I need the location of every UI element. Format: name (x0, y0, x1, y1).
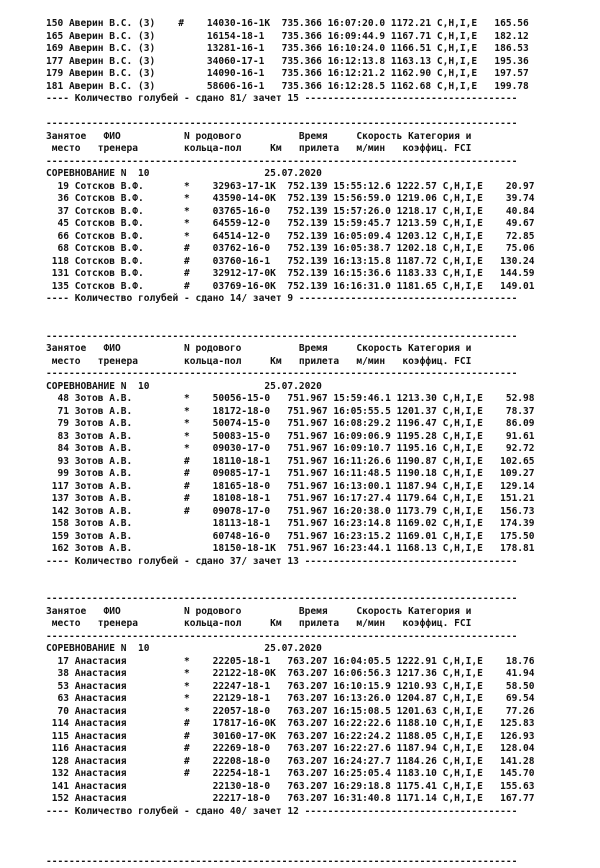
document-line: ---- Количество голубей - сдано 14/ зачет 9 -------------------------------------- (46, 293, 588, 306)
document-line: 165 Аверин В.С. (3) 16154-18-1 735.366 16:09:44.9 1167.71 C,H,I,E 182.12 (46, 31, 588, 44)
document-line: 135 Сотсков В.Ф. # 03769-16-0К 752.139 16:16:31.0 1181.65 C,H,I,E 149.01 (46, 281, 588, 294)
document-line: 142 Зотов А.В. # 09078-17-0 751.967 16:20:38.0 1173.79 C,H,I,E 156.73 (46, 506, 588, 519)
document-line: ---- Количество голубей - сдано 40/ зачет 12 ------------------------------------- (46, 806, 588, 819)
document-line: Занятое ФИО N родового Время Скорость Категория и (46, 343, 588, 356)
document-line: 179 Аверин В.С. (3) 14090-16-1 735.366 16:12:21.2 1162.90 C,H,I,E 197.57 (46, 68, 588, 81)
document-line (46, 106, 588, 119)
document-line: 99 Зотов А.В. # 09085-17-1 751.967 16:11:48.5 1190.18 C,H,I,E 109.27 (46, 468, 588, 481)
document-line: ---- Количество голубей - сдано 81/ зачет 15 ------------------------------------- (46, 93, 588, 106)
document-line: 83 Зотов А.В. * 50083-15-0 751.967 16:09:06.9 1195.28 C,H,I,E 91.61 (46, 431, 588, 444)
document-line: 181 Аверин В.С. (3) 58606-16-1 735.366 16:12:28.5 1162.68 C,H,I,E 199.78 (46, 81, 588, 94)
document-line: 117 Зотов А.В. # 18165-18-0 751.967 16:13:00.1 1187.94 C,H,I,E 129.14 (46, 481, 588, 494)
document-line: 79 Зотов А.В. * 50074-15-0 751.967 16:08:29.2 1196.47 C,H,I,E 86.09 (46, 418, 588, 431)
document-line: 63 Анастасия * 22129-18-1 763.207 16:13:26.0 1204.87 C,H,I,E 69.54 (46, 693, 588, 706)
document-line (46, 318, 588, 331)
document-line: 19 Сотсков В.Ф. * 32963-17-1К 752.139 15:55:12.6 1222.57 C,H,I,E 20.97 (46, 181, 588, 194)
document-line: 53 Анастасия * 22247-18-1 763.207 16:10:15.9 1210.93 C,H,I,E 58.50 (46, 681, 588, 694)
document-line: 48 Зотов А.В. * 50056-15-0 751.967 15:59:46.1 1213.30 C,H,I,E 52.98 (46, 393, 588, 406)
document-line: 38 Анастасия * 22122-18-0К 763.207 16:06:56.3 1217.36 C,H,I,E 41.94 (46, 668, 588, 681)
document-line: ---------------------------------------------------------------------------------- (46, 856, 588, 868)
document-line: ---------------------------------------------------------------------------------- (46, 631, 588, 644)
document-line: 68 Сотсков В.Ф. # 03762-16-0 752.139 16:05:38.7 1202.18 C,H,I,E 75.06 (46, 243, 588, 256)
document-line: СОРЕВНОВАНИЕ N 10 25.07.2020 (46, 643, 588, 656)
document-line: Занятое ФИО N родового Время Скорость Категория и (46, 131, 588, 144)
document-line: 132 Анастасия # 22254-18-1 763.207 16:25:05.4 1183.10 C,H,I,E 145.70 (46, 768, 588, 781)
document-line: 70 Анастасия * 22057-18-0 763.207 16:15:08.5 1201.63 C,H,I,E 77.26 (46, 706, 588, 719)
document-line: ---------------------------------------------------------------------------------- (46, 368, 588, 381)
document-line: 159 Зотов А.В. 60748-16-0 751.967 16:23:15.2 1169.01 C,H,I,E 175.50 (46, 531, 588, 544)
document-line: ---------------------------------------------------------------------------------- (46, 331, 588, 344)
document-line: 152 Анастасия 22217-18-0 763.207 16:31:40.8 1171.14 C,H,I,E 167.77 (46, 793, 588, 806)
document-line: место тренера кольца-пол Км прилета м/мин коэффиц. FCI (46, 356, 588, 369)
document-line: ---------------------------------------------------------------------------------- (46, 593, 588, 606)
document-line: 116 Анастасия # 22269-18-0 763.207 16:22:27.6 1187.94 C,H,I,E 128.04 (46, 743, 588, 756)
document-line (46, 818, 588, 831)
document-line: 66 Сотсков В.Ф. * 64514-12-0 752.139 16:05:09.4 1203.12 C,H,I,E 72.85 (46, 231, 588, 244)
document-line: СОРЕВНОВАНИЕ N 10 25.07.2020 (46, 381, 588, 394)
document-line: 131 Сотсков В.Ф. # 32912-17-0К 752.139 16:15:36.6 1183.33 C,H,I,E 144.59 (46, 268, 588, 281)
document-line (46, 568, 588, 581)
document-line: 36 Сотсков В.Ф. * 43590-14-0К 752.139 15:56:59.0 1219.06 C,H,I,E 39.74 (46, 193, 588, 206)
document-line: 115 Анастасия # 30160-17-0К 763.207 16:22:24.2 1188.05 C,H,I,E 126.93 (46, 731, 588, 744)
document-line: 141 Анастасия 22130-18-0 763.207 16:29:18.8 1175.41 C,H,I,E 155.63 (46, 781, 588, 794)
document-line: место тренера кольца-пол Км прилета м/мин коэффиц. FCI (46, 143, 588, 156)
document-line: 37 Сотсков В.Ф. * 03765-16-0 752.139 15:57:26.0 1218.17 C,H,I,E 40.84 (46, 206, 588, 219)
document-line: ---------------------------------------------------------------------------------- (46, 118, 588, 131)
document-line: СОРЕВНОВАНИЕ N 10 25.07.2020 (46, 168, 588, 181)
document-line: 93 Зотов А.В. # 18110-18-1 751.967 16:11:26.6 1190.87 C,H,I,E 102.65 (46, 456, 588, 469)
document-line: 71 Зотов А.В. * 18172-18-0 751.967 16:05:55.5 1201.37 C,H,I,E 78.37 (46, 406, 588, 419)
document-line: 45 Сотсков В.Ф. * 64559-12-0 752.139 15:59:45.7 1213.59 C,H,I,E 49.67 (46, 218, 588, 231)
document-line: 84 Зотов А.В. * 09030-17-0 751.967 16:09:10.7 1195.16 C,H,I,E 92.72 (46, 443, 588, 456)
document-line: 118 Сотсков В.Ф. # 03760-16-1 752.139 16:13:15.8 1187.72 C,H,I,E 130.24 (46, 256, 588, 269)
document-line: Занятое ФИО N родового Время Скорость Категория и (46, 606, 588, 619)
document-line: 177 Аверин В.С. (3) 34060-17-1 735.366 16:12:13.8 1163.13 C,H,I,E 195.36 (46, 56, 588, 69)
document-line (46, 306, 588, 319)
document-line: 169 Аверин В.С. (3) 13281-16-1 735.366 16:10:24.0 1166.51 C,H,I,E 186.53 (46, 43, 588, 56)
document-line: 17 Анастасия * 22205-18-1 763.207 16:04:05.5 1222.91 C,H,I,E 18.76 (46, 656, 588, 669)
document-line: 128 Анастасия # 22208-18-0 763.207 16:24:27.7 1184.26 C,H,I,E 141.28 (46, 756, 588, 769)
document-line: ---- Количество голубей - сдано 37/ зачет 13 ------------------------------------- (46, 556, 588, 569)
document-line (46, 831, 588, 844)
document-line (46, 581, 588, 594)
document-line: 137 Зотов А.В. # 18108-18-1 751.967 16:17:27.4 1179.64 C,H,I,E 151.21 (46, 493, 588, 506)
document-line: 150 Аверин В.С. (3) # 14030-16-1К 735.366 16:07:20.0 1172.21 C,H,I,E 165.56 (46, 18, 588, 31)
document-line: 158 Зотов А.В. 18113-18-1 751.967 16:23:14.8 1169.02 C,H,I,E 174.39 (46, 518, 588, 531)
document-line (46, 843, 588, 856)
document-line: место тренера кольца-пол Км прилета м/мин коэффиц. FCI (46, 618, 588, 631)
document-line: 114 Анастасия # 17817-16-0К 763.207 16:22:22.6 1188.10 C,H,I,E 125.83 (46, 718, 588, 731)
document-line: 162 Зотов А.В. 18150-18-1К 751.967 16:23:44.1 1168.13 C,H,I,E 178.81 (46, 543, 588, 556)
document-line: ---------------------------------------------------------------------------------- (46, 156, 588, 169)
